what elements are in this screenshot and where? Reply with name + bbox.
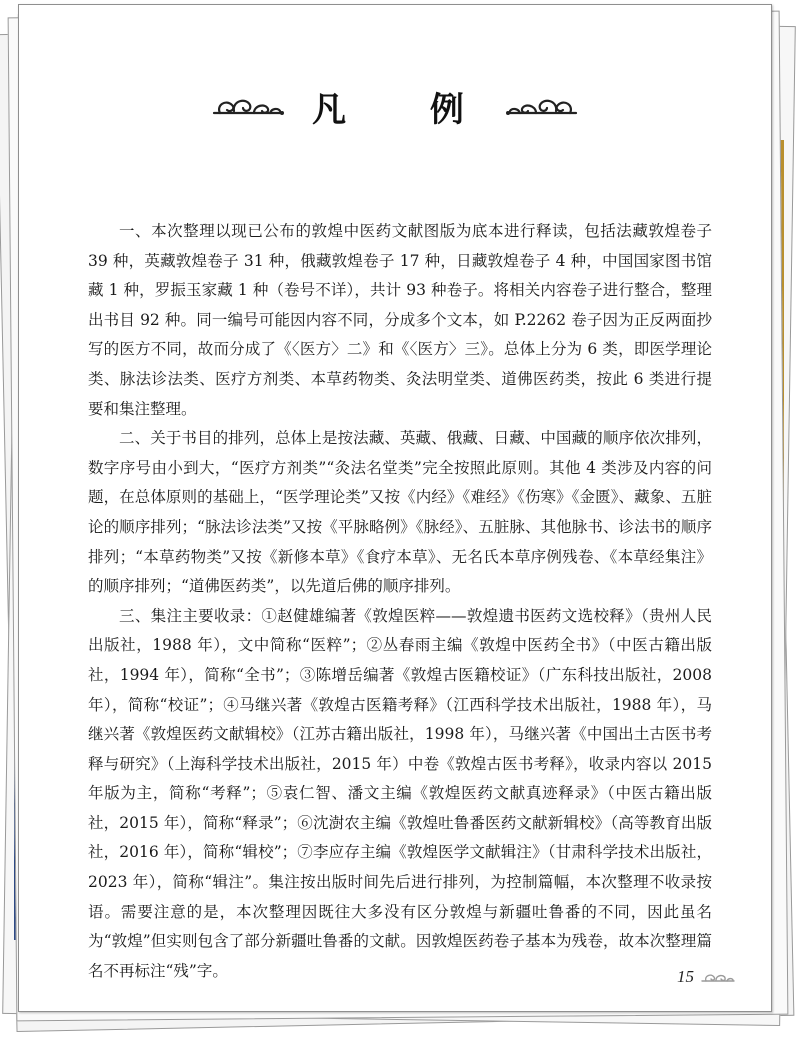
cloud-ornament-small-icon (700, 969, 736, 985)
document-page (18, 4, 772, 1012)
paragraph-1: 一、本次整理以现已公布的敦煌中医药文献图版为底本进行释读，包括法藏敦煌卷子 39 种，英藏敦煌卷子 31 种，俄藏敦煌卷子 17 种，日藏敦煌卷子 4 种，中国国家图书馆藏 1 种，罗振玉家藏 1 种（卷号不详），共计 93 种卷子。将相关内容卷子进行整合，整理出书目 92 种。同一编号可能因内容不同，分成多个文本，如 P.2262 卷子因为正反两面抄写的医方不同，故而分成了《〈医方〉二》和《〈医方〉三》。总体上分为 6 类，即医学理论类、脉法诊法类、医疗方剂类、本草药物类、灸法明堂类、道佛医药类，按此 6 类进行提要和集注整理。 (88, 222, 712, 418)
cloud-ornament-right-icon (504, 91, 580, 121)
title-row (19, 81, 771, 131)
page-folio (677, 967, 736, 987)
paragraph-3: 三、集注主要收录：①赵健雄编著《敦煌医粹——敦煌遗书医药文选校释》（贵州人民出版社，1988 年），文中简称“医粹”；②丛春雨主编《敦煌中医药全书》（中医古籍出版社，1994 年），简称“全书”；③陈增岳编著《敦煌古医籍校证》（广东科技出版社，2008 年），简称“校证”；④马继兴著《敦煌古医籍考释》（江西科学技术出版社，1988 年），马继兴著《敦煌医药文献辑校》（江苏古籍出版社，1998 年），马继兴著《中国出土古医书考释与研究》（上海科学技术出版社，2015 年）中卷《敦煌古医书考释》，收录内容以 2015 年版为主，简称“考释”；⑤袁仁智、潘文主编《敦煌医药文献真迹释录》（中医古籍出版社，2015 年），简称“释录”；⑥沈澍农主编《敦煌吐鲁番医药文献新辑校》（高等教育出版社，2016 年），简称“辑校”；⑦李应存主编《敦煌医学文献辑注》（甘肃科学技术出版社，2023 年），简称“辑注”。集注按出版时间先后进行排列，为控制篇幅，本次整理不收录按语。需要注意的是，本次整理因既往大多没有区分敦煌与新疆吐鲁番的不同，因此虽名为“敦煌”但实则包含了部分新疆吐鲁番的文献。因敦煌医药卷子基本为残卷，故本次整理篇名不再标注“残”字。 (88, 606, 712, 980)
page-title: 凡 例 (312, 89, 500, 130)
cloud-ornament-left-icon (210, 91, 286, 121)
page-number: 15 (677, 967, 694, 986)
body-text (88, 217, 712, 986)
paragraph-2: 二、关于书目的排列，总体上是按法藏、英藏、俄藏、日藏、中国藏的顺序依次排列，数字序号由小到大，“医疗方剂类”“灸法名堂类”完全按照此原则。其他 4 类涉及内容的问题，在总体原则的基础上，“医学理论类”又按《内经》《难经》《伤寒》《金匮》、藏象、五脏论的顺序排列；“脉法诊法类”又按《平脉略例》《脉经》、五脏脉、其他脉书、诊法书的顺序排列；“本草药物类”又按《新修本草》《食疗本草》、无名氏本草序例残卷、《本草经集注》的顺序排列；“道佛医药类”，以先道后佛的顺序排列。 (88, 429, 712, 596)
